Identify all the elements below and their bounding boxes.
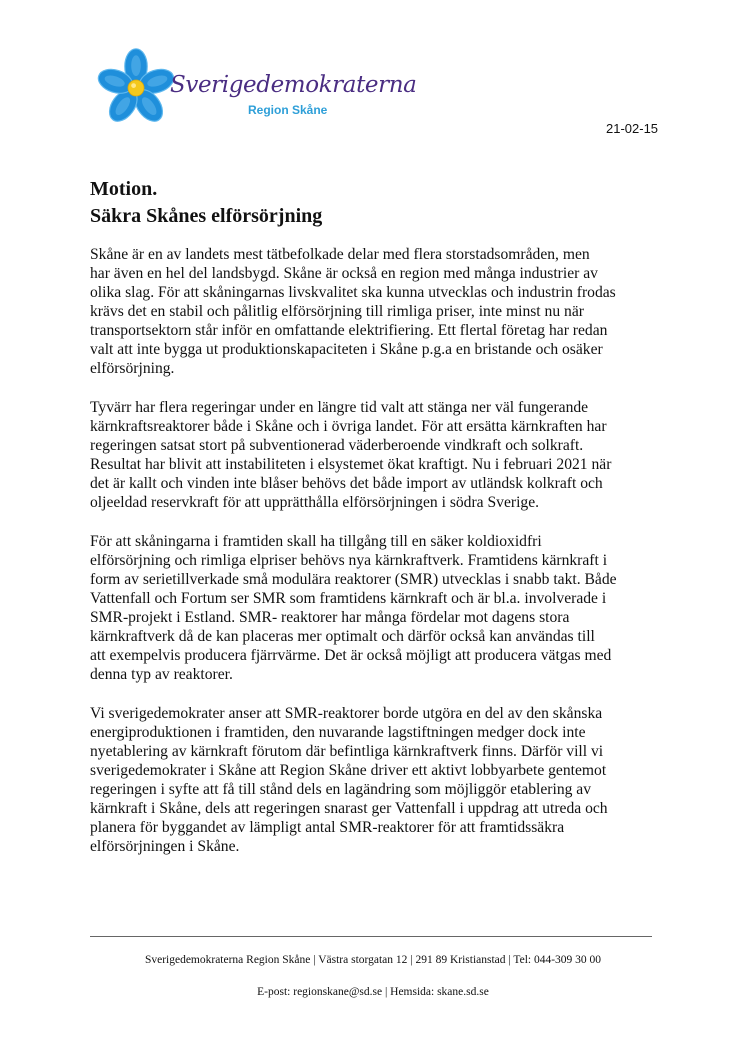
text-line: krävs det en stabil och pålitlig elförsörjning till rimliga priser, inte minst nu när (90, 303, 584, 320)
text-line: olika slag. För att skåningarnas livskvalitet ska kunna utvecklas och industrin frodas (90, 284, 616, 301)
footer-address: Sverigedemokraterna Region Skåne | Västra storgatan 12 | 291 89 Kristianstad | Tel: 044-309 30 00 (144, 954, 602, 966)
text-line: För att skåningarna i framtiden skall ha tillgång till en säker koldioxidfri (90, 533, 542, 550)
document-body (90, 245, 670, 876)
text-line: elförsörjning och rimliga elpriser behövs nya kärnkraftverk. Framtidens kärnkraft i (90, 552, 608, 569)
text-line: regeringen i syfte att få till stånd dels en lagändring som möjliggör etablering av (90, 781, 592, 798)
text-line: planera för byggandet av lämpligt antal SMR-reaktorer för att framtidssäkra (90, 819, 565, 836)
text-line: kärnkraftsreaktorer både i Skåne och i övriga landet. För att ersätta kärnkraften har (90, 418, 607, 435)
paragraph (90, 704, 670, 856)
blue-anemone-flower-icon (96, 48, 176, 128)
text-line: att exempelvis producera fjärrvärme. Det är också möjligt att producera vätgas med (90, 647, 612, 664)
text-line: Skåne är en av landets mest tätbefolkade delar med flera storstadsområden, men (90, 246, 590, 263)
text-line: form av serietillverkade små modulära reaktorer (SMR) utvecklas i snabb takt. Både (90, 571, 617, 588)
text-line: nyetablering av kärnkraft förutom där befintliga kärnkraftverk finns. Därför vill vi (90, 743, 604, 760)
text-line: Resultat har blivit att instabiliteten i elsystemet ökat kraftigt. Nu i februari 2021 när (90, 456, 612, 473)
text-line: Vattenfall och Fortum ser SMR som framtidens kärnkraft och är bl.a. involverade i (90, 590, 607, 607)
text-line: regeringen satsat stort på subventionerad väderberoende vindkraft och solkraft. (90, 437, 584, 454)
text-line: sverigedemokrater i Skåne att Region Skåne driver ett aktivt lobbyarbete gentemot (90, 762, 607, 779)
text-line: transportsektorn står inför en omfattande elektrifiering. Ett flertal företag har redan (90, 322, 608, 339)
logo (92, 48, 417, 130)
text-line: har även en hel del landsbygd. Skåne är också en region med många industrier av (90, 265, 598, 282)
text-line: SMR-projekt i Estland. SMR- reaktorer har många fördelar mot dagens stora (90, 609, 570, 626)
footer-contact: E-post: regionskane@sd.se | Hemsida: skane.sd.se (257, 986, 489, 998)
title-line-motion: Motion. (90, 178, 158, 200)
logo-wordmark: Sverigedemokraterna (170, 72, 417, 98)
paragraph (90, 245, 670, 378)
text-line: energiproduktionen i framtiden, den nuvarande lagstiftningen medger dock inte (90, 724, 586, 741)
text-line: denna typ av reaktorer. (90, 666, 233, 683)
text-line: oljeeldad reservkraft för att upprätthålla elförsörjningen i södra Sverige. (90, 494, 540, 511)
text-line: kärnkraftverk då de kan placeras mer optimalt och därför också kan användas till (90, 628, 595, 645)
logo-region-text: Region Skåne (248, 103, 328, 117)
text-line: det är kallt och vinden inte blåser behövs det både import av utländsk kolkraft och (90, 475, 603, 492)
paragraph (90, 532, 670, 684)
text-line: Vi sverigedemokrater anser att SMR-reaktorer borde utgöra en del av den skånska (90, 705, 603, 722)
text-line: elförsörjningen i Skåne. (90, 838, 240, 855)
document-title (90, 176, 322, 230)
document-date: 21-02-15 (606, 121, 659, 136)
title-line-subject: Säkra Skånes elförsörjning (90, 205, 323, 227)
paragraph (90, 398, 670, 512)
footer-divider (90, 936, 652, 937)
text-line: elförsörjning. (90, 360, 175, 377)
text-line: Tyvärr har flera regeringar under en längre tid valt att stänga ner väl fungerande (90, 399, 589, 416)
text-line: valt att inte bygga ut produktionskapaciteten i Skåne p.g.a en bristande och osäker (90, 341, 603, 358)
text-line: kärnkraft i Skåne, dels att regeringen snarast ger Vattenfall i uppdrag att utreda och (90, 800, 608, 817)
